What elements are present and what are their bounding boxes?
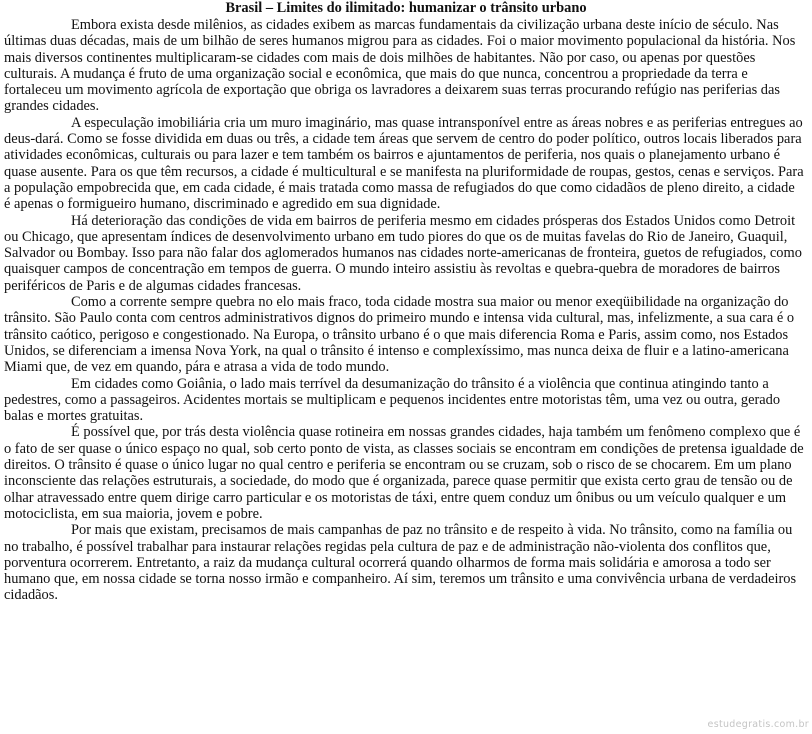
watermark: estudegratis.com.br (707, 719, 809, 730)
paragraph-3: Há deterioração das condições de vida em bairros de periferia mesmo em cidades prósperas dos Estados Unidos como Detroit ou Chicago, que apresentam índices de desenvolvimento urbano em tudo piores do que os de muitas favelas do Rio de Janeiro, Guaquil, Salvador ou Bombay. Isso para não falar dos aglomerados humanos nas cidades norte-americanas de fronteira, guetos de refugiados, como quaisquer campos de concentração em tempos de guerra. O mundo inteiro assistiu às revoltas e quebra-quebra de moradores de bairros periféricos de Paris e de algumas cidades francesas. (4, 212, 802, 294)
paragraph-2: A especulação imobiliária cria um muro imaginário, mas quase intransponível entre as áreas nobres e as periferias entregues ao deus-dará. Como se fosse dividida em duas ou três, a cidade tem áreas que servem de centro do poder político, outros locais liberados para atividades econômicas, culturais ou para lazer e tem também os bairros e ajuntamentos de periferia, nos quais o planejamento urbano é quase ausente. Para os que têm recursos, a cidade é multicultural e se manifesta na pluriformidade de roupas, gestos, cenas e serviços. Para a população empobrecida que, em cada cidade, é mais tratada como massa de refugiados do que como cidadãos de pleno direito, a cidade é apenas o formigueiro humano, discriminado e agredido em sua dignidade. (4, 114, 804, 213)
paragraph-7: Por mais que existam, precisamos de mais campanhas de paz no trânsito e de respeito à vida. No trânsito, como na família ou no trabalho, é possível trabalhar para instaurar relações regidas pela cultura de paz e de administração não-violenta dos conflitos que, porventura ocorrerem. Entretanto, a raiz da mudança cultural ocorrerá quando olharmos de forma mais solidária e amorosa a todo ser humano que, em nossa cidade se torna nosso irmão e companheiro. Aí sim, teremos um trânsito e uma convivência urbana de verdadeiros cidadãos. (4, 522, 797, 604)
paragraph-5: Em cidades como Goiânia, o lado mais terrível da desumanização do trânsito é a violência que continua atingindo tanto a pedestres, como a passageiros. Acidentes mortais se multiplicam e pequenos incidentes entre motoristas têm, uma vez ou outra, gerado balas e mortes gratuitas. (4, 375, 781, 425)
document-title: Brasil – Limites do ilimitado: humanizar o trânsito urbano (225, 0, 587, 16)
paragraph-4: Como a corrente sempre quebra no elo mais fraco, toda cidade mostra sua maior ou menor exeqüibilidade na organização do trânsito. São Paulo conta com centros administrativos dignos do primeiro mundo e intensa vida cultural, mas, infelizmente, a sua cara é o trânsito caótico, perigoso e congestionado. Na Europa, o trânsito urbano é o que mais diferencia Roma e Paris, assim como, nos Estados Unidos, se diferenciam a imensa Nova York, na qual o trânsito é intenso e complexíssimo, mas nunca deixa de fluir e a latino-americana Miami que, de vez em quando, pára e atrasa a vida de todo mundo. (4, 294, 795, 376)
document-body (4, 17, 804, 604)
paragraph-6: É possível que, por trás desta violência quase rotineira em nossas grandes cidades, haja também um fenômeno complexo que é o fato de ser quase o único espaço no qual, sob certo ponto de vista, as classes sociais se encontram em condições de pretensa igualdade de direitos. O trânsito é quase o único lugar no qual centro e periferia se encontram ou se cruzam, sob o risco de se chocarem. Em um plano inconsciente das relações estruturais, a sociedade, do modo que é organizada, parece quase permitir que exista certo grau de tensão ou de olhar atravessado entre quem dirige carro particular e os motoristas de táxi, entre quem conduz um ônibus ou um veículo qualquer e um motociclista, em sua maioria, jovem e pobre. (4, 424, 804, 522)
paragraph-1: Embora exista desde milênios, as cidades exibem as marcas fundamentais da civilização urbana deste início de século. Nas últimas duas décadas, mais de um bilhão de seres humanos migrou para as cidades. Foi o maior movimento populacional da história. Nos mais diversos continentes multiplicaram-se cidades com mais de dois milhões de habitantes. Não por caso, ou apenas por questões culturais. A mudança é fruto de uma organização social e econômica, que mais do que nunca, concentrou a propriedade da terra e fortaleceu um movimento agrícola de exportação que obriga os lavradores a deixarem suas terras procurando refúgio nas periferias das grandes cidades. (4, 17, 796, 115)
